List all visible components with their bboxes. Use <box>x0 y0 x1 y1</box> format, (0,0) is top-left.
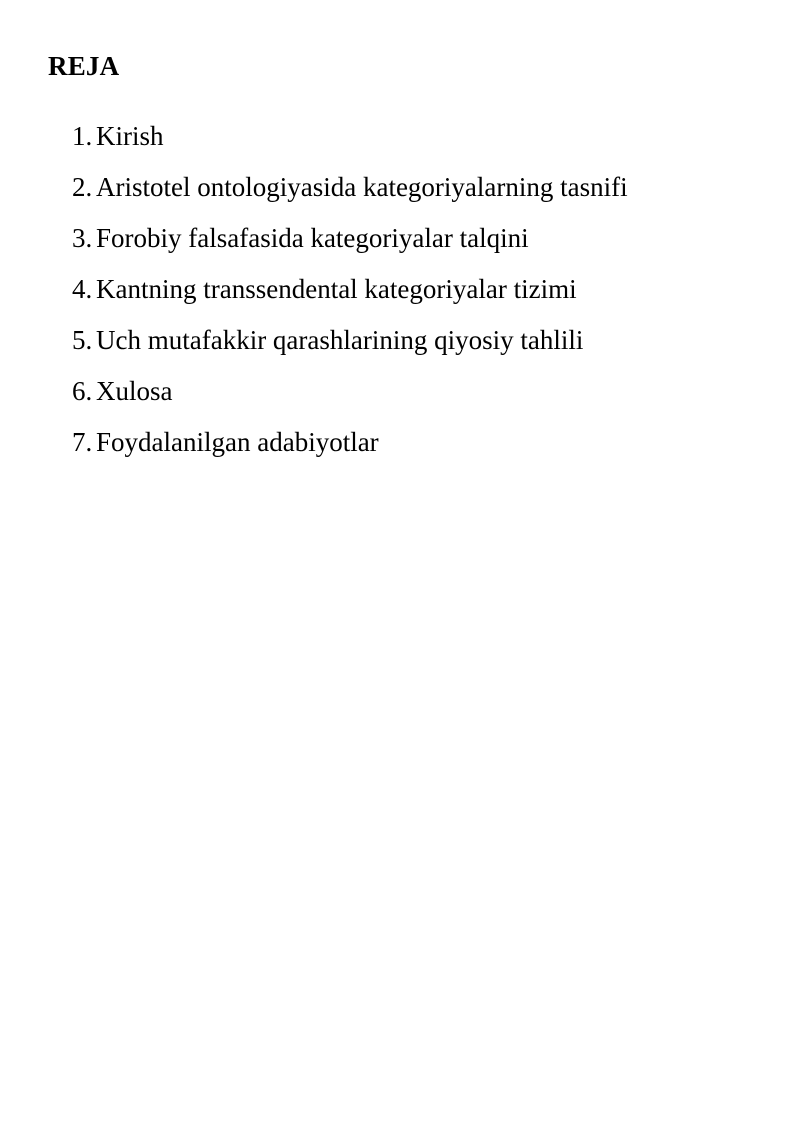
plan-item-number: 2. <box>72 172 93 202</box>
plan-item-text: Forobiy falsafasida kategoriyalar talqini <box>96 223 529 253</box>
plan-item-number: 6. <box>72 376 93 406</box>
plan-item-text: Aristotel ontologiyasida kategoriyalarning tasnifi <box>96 172 628 202</box>
plan-item-number: 3. <box>72 223 93 253</box>
page-title: REJA <box>48 51 120 81</box>
plan-item-comparative-analysis <box>72 323 628 374</box>
plan-item-conclusion <box>72 374 628 425</box>
plan-item-aristotle <box>72 170 628 221</box>
plan-item-references <box>72 425 628 476</box>
plan-item-number: 5. <box>72 325 93 355</box>
plan-item-kant <box>72 272 628 323</box>
plan-item-number: 4. <box>72 274 93 304</box>
plan-item-text: Kirish <box>96 121 164 151</box>
plan-item-number: 7. <box>72 427 93 457</box>
plan-list <box>72 119 628 476</box>
plan-item-text: Kantning transsendental kategoriyalar tizimi <box>96 274 577 304</box>
plan-item-text: Foydalanilgan adabiyotlar <box>96 427 379 457</box>
plan-item-introduction <box>72 119 628 170</box>
plan-item-text: Xulosa <box>96 376 173 406</box>
plan-item-farabi <box>72 221 628 272</box>
plan-item-number: 1. <box>72 121 93 151</box>
plan-item-text: Uch mutafakkir qarashlarining qiyosiy tahlili <box>96 325 584 355</box>
